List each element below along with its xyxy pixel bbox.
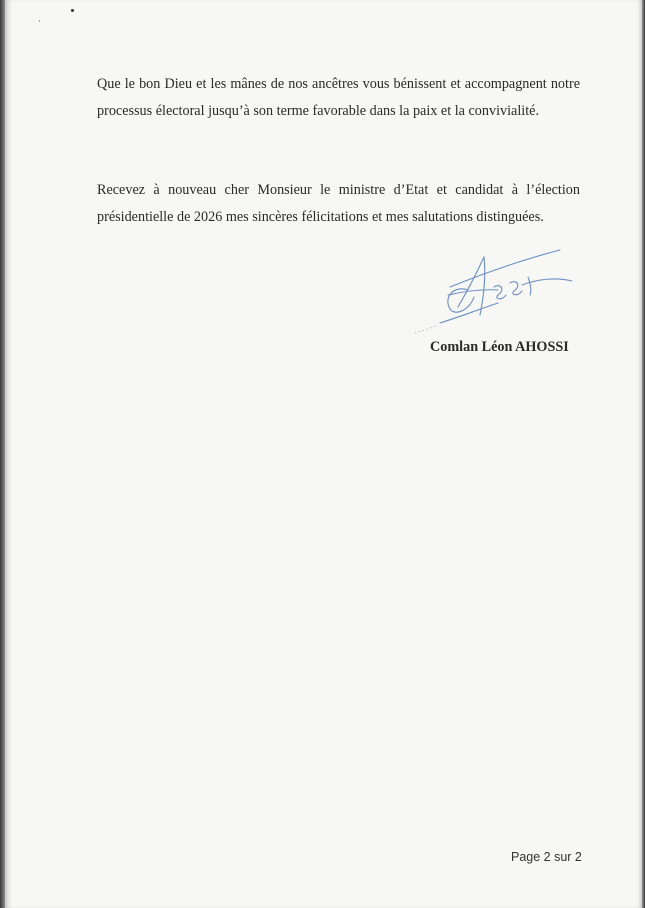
paper-speck xyxy=(71,9,74,12)
page-number: Page 2 sur 2 xyxy=(511,850,582,864)
closing-paragraph: Recevez à nouveau cher Monsieur le ministre d’Etat et candidat à l’élection présidentielle de 2026 mes sincères félicitations et mes salutations distinguées. xyxy=(97,182,580,225)
blessing-paragraph: Que le bon Dieu et les mânes de nos ancêtres vous bénissent et accompagnent notre processus électoral jusqu’à son terme favorable dans la paix et la convivialité. xyxy=(97,76,580,119)
letter-page xyxy=(5,0,642,908)
handwritten-signature xyxy=(410,245,580,335)
paper-speck xyxy=(39,20,40,22)
signatory-name: Comlan Léon AHOSSI xyxy=(430,339,569,355)
